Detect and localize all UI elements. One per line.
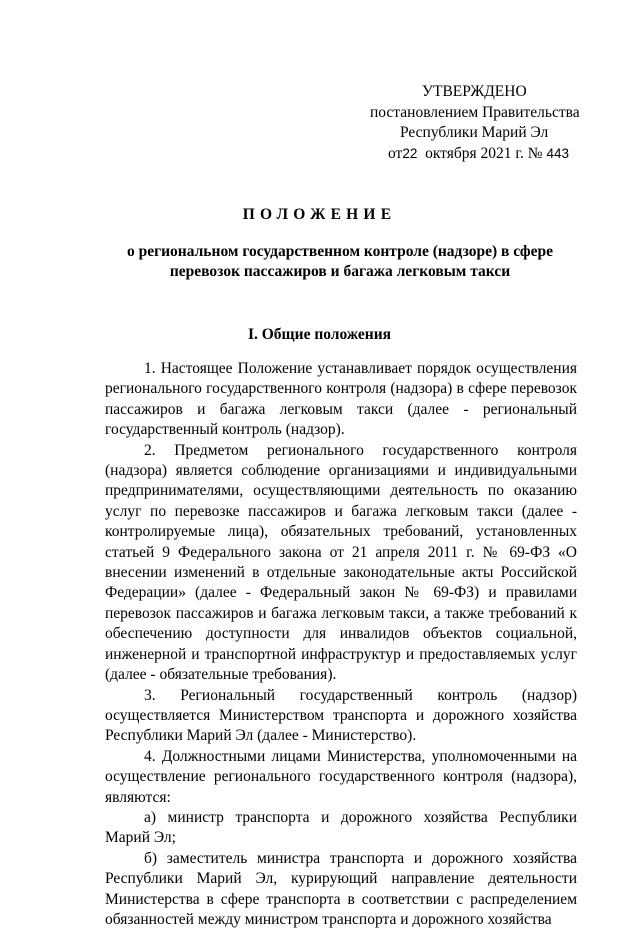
approval-stamp bbox=[360, 82, 600, 164]
document-subtitle: о региональном государственном контроле (надзоре) в сфере перевозок пассажиров и багажа легковым такси bbox=[126, 243, 554, 280]
approval-heading: УТВЕРЖДЕНО bbox=[422, 83, 527, 100]
approval-date-line bbox=[360, 144, 600, 165]
paragraph-3: 3. Региональный государственный контроль (надзор) осуществляется Министерством транспорта и дорожного хозяйства Республики Марий Эл (далее - Министерство). bbox=[105, 686, 577, 745]
document-title: ПОЛОЖЕНИЕ bbox=[242, 206, 397, 223]
paragraph-1: 1. Настоящее Положение устанавливает порядок осуществления регионального государственного контроля (надзора) в сфере перевозок пассажиров и багажа легковым такси (далее - региональный государственный контроль (надзор). bbox=[105, 360, 577, 439]
approval-org: Республики Марий Эл bbox=[400, 124, 549, 141]
paragraph-4a: а) министр транспорта и дорожного хозяйства Республики Марий Эл; bbox=[105, 808, 577, 847]
section-heading: I. Общие положения bbox=[247, 326, 392, 343]
date-rest: октября 2021 г. № bbox=[425, 144, 543, 162]
decree-number: 443 bbox=[546, 145, 569, 161]
paragraph-4b: б) заместитель министра транспорта и дорожного хозяйства Республики Марий Эл, курирующий направление деятельности Министерства в сфере транспорта в соответствии с распределением обязанностей между министром транспорта и дорожного хозяйства bbox=[105, 849, 577, 928]
approval-by-line: постановлением Правительства bbox=[370, 103, 580, 121]
paragraph-2: 2. Предметом регионального государственного контроля (надзора) является соблюдение организациями и индивидуальными предпринимателями, осуществляющими деятельность по оказанию услуг по перевозке пассажиров и багажа легковым такси (далее - контролируемые лица), обязательных требований, установленных статьей 9 Федерального закона от 21 апреля 2011 г. № 69-ФЗ «О внесении изменений в отдельные законодательные акты Российской Федерации» (далее - Федеральный закон № 69-ФЗ) и правилами перевозок пассажиров и багажа легковым такси, а также требований к обеспечению доступности для инвалидов объектов социальной, инженерной и транспортной инфраструктур и предоставляемых услуг (далее - обязательные требования). bbox=[105, 441, 577, 684]
date-day: 22 bbox=[402, 145, 418, 161]
document-body bbox=[105, 359, 577, 930]
date-prefix: от bbox=[388, 144, 403, 162]
paragraph-4: 4. Должностными лицами Министерства, уполномоченными на осуществление регионального государственного контроля (надзора), являются: bbox=[105, 747, 577, 806]
